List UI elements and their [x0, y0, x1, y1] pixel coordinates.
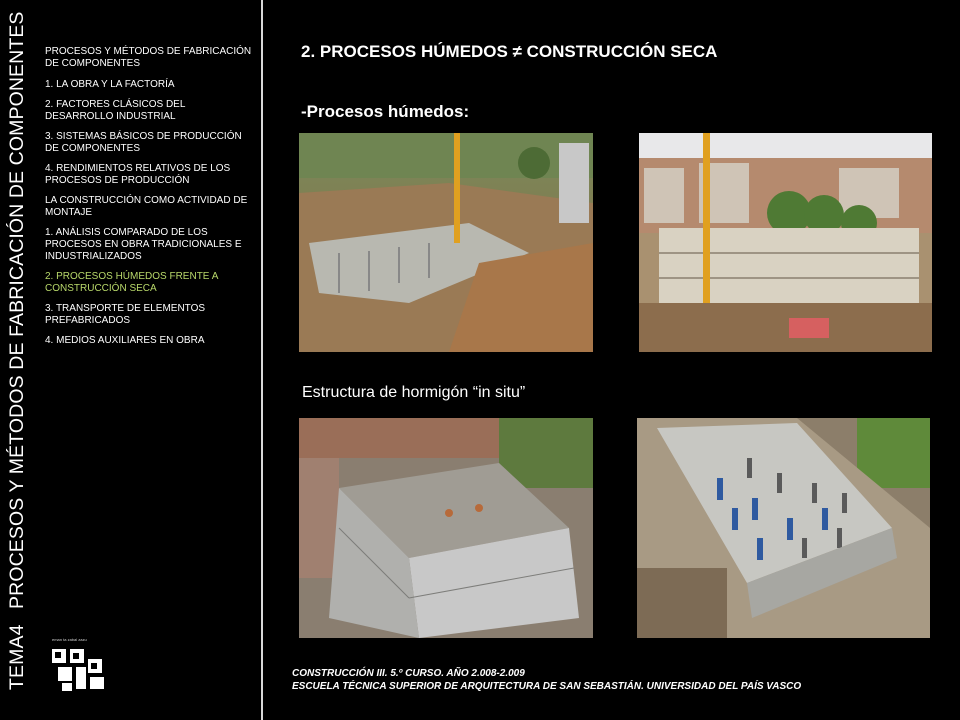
menu-item-analisis-comparado[interactable]: 1. ANÁLISIS COMPARADO DE LOS PROCESOS EN OBRA TRADICIONALES E INDUSTRIALIZADOS [45, 227, 242, 262]
menu-item-medios-auxiliares[interactable]: 4. MEDIOS AUXILIARES EN OBRA [45, 335, 205, 346]
menu-item-obra-factoria[interactable]: 1. LA OBRA Y LA FACTORÍA [45, 79, 175, 90]
menu-heading-line1: PROCESOS Y MÉTODOS DE FABRICACIÓN [45, 46, 252, 57]
footer [292, 667, 801, 693]
menu-item-actividad-montaje[interactable]: LA CONSTRUCCIÓN COMO ACTIVIDAD DE MONTAJE [45, 195, 248, 218]
footer-course: CONSTRUCCIÓN III. 5.º CURSO. AÑO 2.008-2.009 [292, 668, 525, 679]
upv-ehu-emblem-icon [50, 645, 110, 693]
menu-heading [45, 46, 255, 70]
logo-caption: eman ta zabal zazu [52, 637, 87, 642]
vertical-course-title [6, 11, 29, 690]
photo-caption: Estructura de hormigón “in situ” [302, 384, 526, 401]
tema-label: TEMA4 [6, 624, 28, 690]
university-logo [50, 637, 110, 693]
menu-item-factores-clasicos[interactable]: 2. FACTORES CLÁSICOS DEL DESARROLLO INDUSTRIAL [45, 99, 186, 122]
photo-building-frame-crane [639, 133, 932, 352]
menu-item-transporte[interactable]: 3. TRANSPORTE DE ELEMENTOS PREFABRICADOS [45, 303, 206, 326]
photo-excavation-crane [299, 133, 593, 352]
vertical-title-text: PROCESOS Y MÉTODOS DE FABRICACIÓN DE COMPONENTES [6, 11, 28, 609]
menu-heading-line2: DE COMPONENTES [45, 58, 141, 69]
sidebar-divider [261, 0, 263, 720]
menu-item-procesos-humedos[interactable]: 2. PROCESOS HÚMEDOS FRENTE A CONSTRUCCIÓN SECA [45, 271, 218, 294]
slide-title: 2. PROCESOS HÚMEDOS ≠ CONSTRUCCIÓN SECA [301, 42, 718, 61]
menu-item-rendimientos[interactable]: 4. RENDIMIENTOS RELATIVOS DE LOS PROCESOS DE PRODUCCIÓN [45, 163, 231, 186]
photo-formwork-columns [637, 418, 930, 638]
sidebar-menu [45, 46, 255, 355]
section-subtitle: -Procesos húmedos: [301, 102, 470, 121]
footer-school: ESCUELA TÉCNICA SUPERIOR DE ARQUITECTURA DE SAN SEBASTIÁN. UNIVERSIDAD DEL PAÍS VASCO [292, 681, 802, 692]
photo-concrete-slab-aerial [299, 418, 593, 638]
menu-item-sistemas-basicos[interactable]: 3. SISTEMAS BÁSICOS DE PRODUCCIÓN DE COMPONENTES [45, 131, 242, 154]
